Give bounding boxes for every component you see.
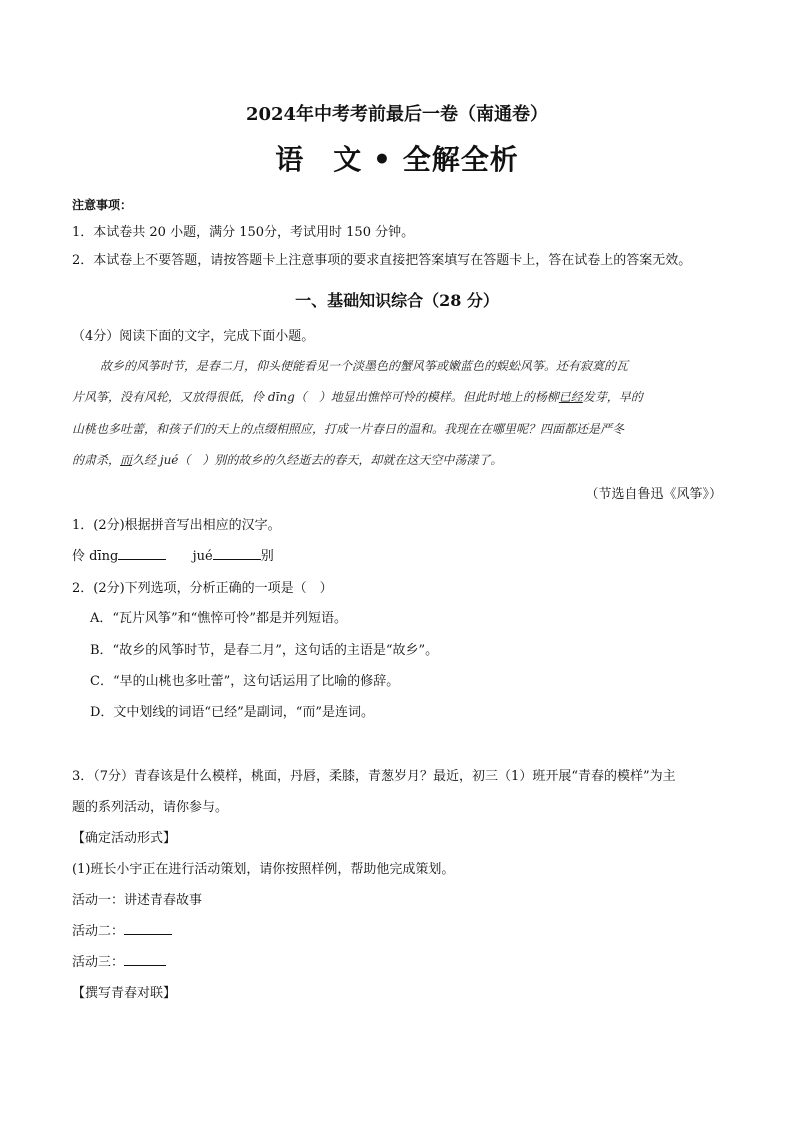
question-1-answers [72,545,274,564]
option-a: A．“瓦片风筝”和“憔悴可怜”都是并列短语。 [90,611,347,626]
passage-text: 的肃杀， [72,453,121,467]
question-3-stem: 3．（7分）青春该是什么模样，桃面，丹唇，柔膝，青葱岁月？最近，初三（1）班开展“青春的模样”为主 [72,769,676,784]
underlined-word: 已经 [558,390,583,404]
note-item: 2．本试卷上不要答题，请按答题卡上注意事项的要求直接把答案填写在答题卡上，答在试卷上的答案无效。 [72,253,692,268]
passage-line [72,451,502,468]
answer-a-label: 伶 dīng [72,549,119,564]
activity-label: 活动二： [72,924,125,939]
answer-blank[interactable] [118,547,166,560]
passage-source: （节选自鲁迅《风筝》） [585,487,722,502]
activity-2 [72,920,172,939]
section-heading: 一、基础知识综合（28 分） [295,291,499,310]
passage-text: 久经 jué（ ）别的故乡的久经逝去的春天，却就在这天空中荡漾了。 [132,453,503,467]
question-3-stem: 题的系列活动，请你参与。 [72,800,229,815]
exam-title: 2024年中考考前最后一卷（南通卷） [245,104,549,125]
option-c: C．“早的山桃也多吐蕾”，这句话运用了比喻的修辞。 [90,674,400,689]
question-1-stem: 1．(2分)根据拼音写出相应的汉字。 [72,518,281,533]
passage-text: 发芽，早的 [582,390,643,404]
answer-b-label: jué [192,549,213,564]
activity-1: 活动一：讲述青春故事 [72,893,203,908]
passage-text: 片风筝，没有风轮，又放得很低，伶 dīng（ ）地显出憔悴可怜的模样。但此时地上的杨柳 [72,390,559,404]
underlined-word: 而 [120,453,133,467]
part-heading: 【撰写青春对联】 [72,986,177,1001]
question-2-stem: 2．(2分)下列选项，分析正确的一项是（ ） [72,581,333,596]
part-heading: 【确定活动形式】 [72,831,177,846]
notes-heading: 注意事项： [72,198,133,212]
answer-blank[interactable] [124,953,166,966]
option-d: D．文中划线的词语“已经”是副词，“而”是连词。 [90,705,375,720]
activity-3 [72,951,166,970]
answer-b-suffix: 别 [260,549,274,564]
reading-intro: （4分）阅读下面的文字，完成下面小题。 [72,329,315,344]
passage-line: 山桃也多吐蕾，和孩子们的天上的点缀相照应，打成一片春日的温和。我现在在哪里呢？四面都还是严冬 [72,422,625,436]
answer-blank[interactable] [213,547,261,560]
option-b: B．“故乡的风筝时节，是春二月”，这句话的主语是“故乡”。 [90,643,439,658]
note-item: 1．本试卷共 20 小题，满分 150分，考试用时 150 分钟。 [72,225,415,240]
exam-subtitle: 语 文 • 全解全析 [275,143,519,176]
activity-label: 活动三： [72,955,125,970]
sub-question: (1)班长小宇正在进行活动策划，请你按照样例，帮助他完成策划。 [72,862,455,877]
passage-line: 故乡的风筝时节，是春二月，仰头便能看见一个淡墨色的蟹风筝或嫩蓝色的蜈蚣风筝。还有寂寞的瓦 [100,359,629,373]
passage-line [72,388,643,405]
answer-blank[interactable] [124,922,172,935]
